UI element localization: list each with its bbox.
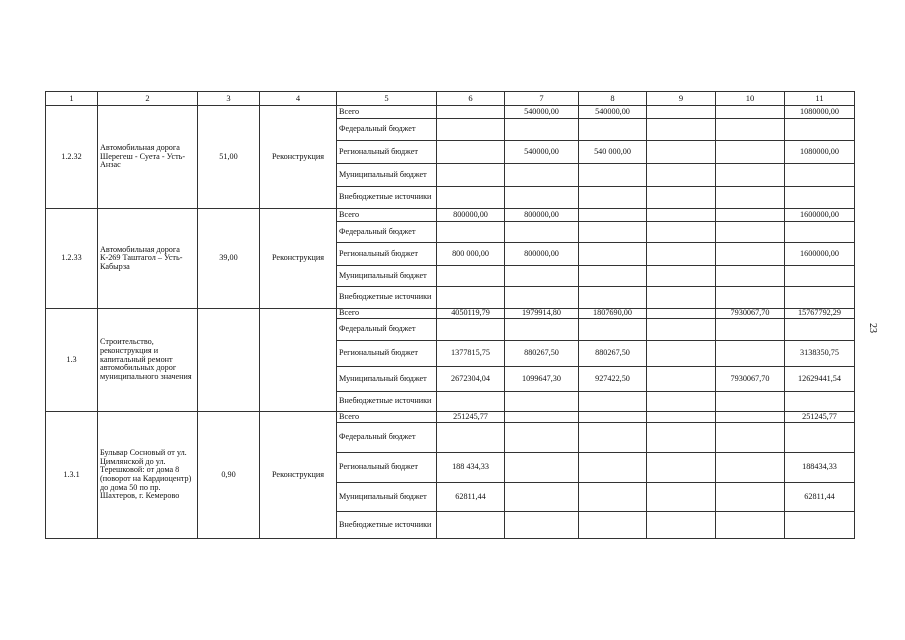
funding-source: Муниципальный бюджет [337,367,437,392]
amount-cell: 15767792,29 [785,309,855,319]
object-name: Автомобильная дорога К-269 Таштагол – Усть-Кабырза [98,209,198,309]
amount-cell [505,423,579,453]
amount-cell [647,187,716,209]
amount-cell: 540 000,00 [579,141,647,164]
work-type: Реконструкция [260,106,337,209]
amount-cell [437,164,505,187]
amount-cell [579,164,647,187]
amount-cell [785,119,855,141]
amount-cell [785,392,855,412]
amount-cell: 188 434,33 [437,453,505,483]
amount-cell [647,512,716,539]
amount-cell: 540000,00 [505,106,579,119]
amount-cell [647,266,716,287]
funding-source: Муниципальный бюджет [337,164,437,187]
funding-source: Внебюджетные источники [337,392,437,412]
funding-source: Внебюджетные источники [337,187,437,209]
amount-cell [647,412,716,423]
amount-cell: 540000,00 [505,141,579,164]
amount-cell: 880267,50 [579,341,647,367]
amount-cell [647,423,716,453]
amount-cell: 3138350,75 [785,341,855,367]
amount-cell [716,141,785,164]
header-cell: 5 [337,92,437,106]
amount-cell [505,119,579,141]
amount-cell: 1080000,00 [785,106,855,119]
header-cell: 3 [198,92,260,106]
amount-cell [647,287,716,309]
funding-source: Всего [337,209,437,222]
amount-cell [505,222,579,243]
amount-cell [437,187,505,209]
amount-cell: 7930067,70 [716,309,785,319]
amount-cell: 800000,00 [505,243,579,266]
amount-cell [785,266,855,287]
amount-cell: 7930067,70 [716,367,785,392]
amount-cell [716,164,785,187]
amount-cell [647,106,716,119]
amount-cell [647,309,716,319]
amount-cell [579,412,647,423]
funding-source: Внебюджетные источники [337,287,437,309]
funding-source: Федеральный бюджет [337,119,437,141]
amount-cell [785,319,855,341]
amount-cell [579,187,647,209]
amount-cell [579,483,647,512]
amount-cell [505,187,579,209]
amount-cell: 800 000,00 [437,243,505,266]
amount-cell: 1080000,00 [785,141,855,164]
funding-source: Федеральный бюджет [337,222,437,243]
amount-cell [437,423,505,453]
amount-cell [505,512,579,539]
amount-cell [579,209,647,222]
amount-cell: 1099647,30 [505,367,579,392]
amount-cell [505,164,579,187]
amount-cell [579,266,647,287]
funding-source: Внебюджетные источники [337,512,437,539]
amount-cell: 251245,77 [437,412,505,423]
amount-cell: 12629441,54 [785,367,855,392]
amount-cell [716,319,785,341]
amount-cell [647,319,716,341]
funding-source: Всего [337,106,437,119]
amount-cell [647,243,716,266]
amount-cell [437,119,505,141]
amount-cell: 800000,00 [437,209,505,222]
amount-cell [785,423,855,453]
amount-cell [716,453,785,483]
amount-cell [579,222,647,243]
amount-cell [716,106,785,119]
amount-cell [437,266,505,287]
table-row [46,106,855,119]
amount-cell: 927422,50 [579,367,647,392]
amount-cell [505,483,579,512]
header-row [46,92,855,106]
object-name: Строительство, реконструкция и капитальный ремонт автомобильных дорог муниципального значения [98,309,198,412]
length-km: 39,00 [198,209,260,309]
header-cell: 10 [716,92,785,106]
amount-cell [505,453,579,483]
header-cell: 1 [46,92,98,106]
row-code: 1.3.1 [46,412,98,539]
amount-cell [579,392,647,412]
amount-cell [579,287,647,309]
header-cell: 4 [260,92,337,106]
amount-cell [647,222,716,243]
amount-cell: 62811,44 [785,483,855,512]
amount-cell [647,453,716,483]
amount-cell [647,367,716,392]
amount-cell [437,512,505,539]
amount-cell [716,222,785,243]
amount-cell: 1600000,00 [785,209,855,222]
amount-cell [579,512,647,539]
amount-cell [716,209,785,222]
amount-cell [505,266,579,287]
row-code: 1.2.32 [46,106,98,209]
amount-cell: 1979914,80 [505,309,579,319]
amount-cell [437,106,505,119]
amount-cell [437,141,505,164]
amount-cell: 1807690,00 [579,309,647,319]
amount-cell [505,319,579,341]
table-row [46,412,855,423]
length-km: 51,00 [198,106,260,209]
header-cell: 6 [437,92,505,106]
amount-cell: 1377815,75 [437,341,505,367]
amount-cell [437,319,505,341]
funding-source: Федеральный бюджет [337,319,437,341]
amount-cell: 540000,00 [579,106,647,119]
amount-cell: 188434,33 [785,453,855,483]
amount-cell [716,287,785,309]
object-name: Бульвар Сосновый от ул. Цимлянской до ул. Терешковой: от дома 8 (поворот на Кардиоцентр) до дома 50 по пр. Шахтеров, г. Кемерово [98,412,198,539]
amount-cell [785,187,855,209]
amount-cell [647,483,716,512]
amount-cell [505,392,579,412]
amount-cell [785,512,855,539]
amount-cell [716,392,785,412]
object-name: Автомобильная дорога Шерегеш - Суета - Усть-Анзас [98,106,198,209]
amount-cell [579,423,647,453]
amount-cell [785,287,855,309]
page-number: 23 [867,323,878,333]
amount-cell [716,512,785,539]
table-row [46,309,855,319]
work-type [260,309,337,412]
amount-cell [579,119,647,141]
amount-cell [716,266,785,287]
amount-cell [716,243,785,266]
amount-cell [437,222,505,243]
header-cell: 7 [505,92,579,106]
amount-cell [716,483,785,512]
amount-cell [716,187,785,209]
amount-cell [505,287,579,309]
amount-cell [647,119,716,141]
funding-source: Региональный бюджет [337,453,437,483]
table-row [46,209,855,222]
amount-cell [716,341,785,367]
funding-source: Всего [337,412,437,423]
header-cell: 11 [785,92,855,106]
funding-source: Федеральный бюджет [337,423,437,453]
budget-table [45,91,855,539]
amount-cell [437,392,505,412]
amount-cell [647,341,716,367]
row-code: 1.2.33 [46,209,98,309]
amount-cell: 2672304,04 [437,367,505,392]
amount-cell: 4050119,79 [437,309,505,319]
header-cell: 8 [579,92,647,106]
funding-source: Муниципальный бюджет [337,266,437,287]
amount-cell [437,287,505,309]
amount-cell [647,164,716,187]
funding-source: Региональный бюджет [337,141,437,164]
amount-cell [579,453,647,483]
length-km [198,309,260,412]
work-type: Реконструкция [260,209,337,309]
funding-source: Всего [337,309,437,319]
funding-source: Региональный бюджет [337,341,437,367]
amount-cell [579,319,647,341]
amount-cell: 880267,50 [505,341,579,367]
header-cell: 2 [98,92,198,106]
length-km: 0,90 [198,412,260,539]
amount-cell [647,209,716,222]
amount-cell [785,222,855,243]
row-code: 1.3 [46,309,98,412]
amount-cell [647,392,716,412]
amount-cell [785,164,855,187]
amount-cell [716,412,785,423]
amount-cell [579,243,647,266]
header-cell: 9 [647,92,716,106]
funding-source: Региональный бюджет [337,243,437,266]
amount-cell: 62811,44 [437,483,505,512]
work-type: Реконструкция [260,412,337,539]
amount-cell [647,141,716,164]
funding-source: Муниципальный бюджет [337,483,437,512]
amount-cell: 1600000,00 [785,243,855,266]
amount-cell: 251245,77 [785,412,855,423]
amount-cell [716,119,785,141]
amount-cell [505,412,579,423]
amount-cell: 800000,00 [505,209,579,222]
amount-cell [716,423,785,453]
